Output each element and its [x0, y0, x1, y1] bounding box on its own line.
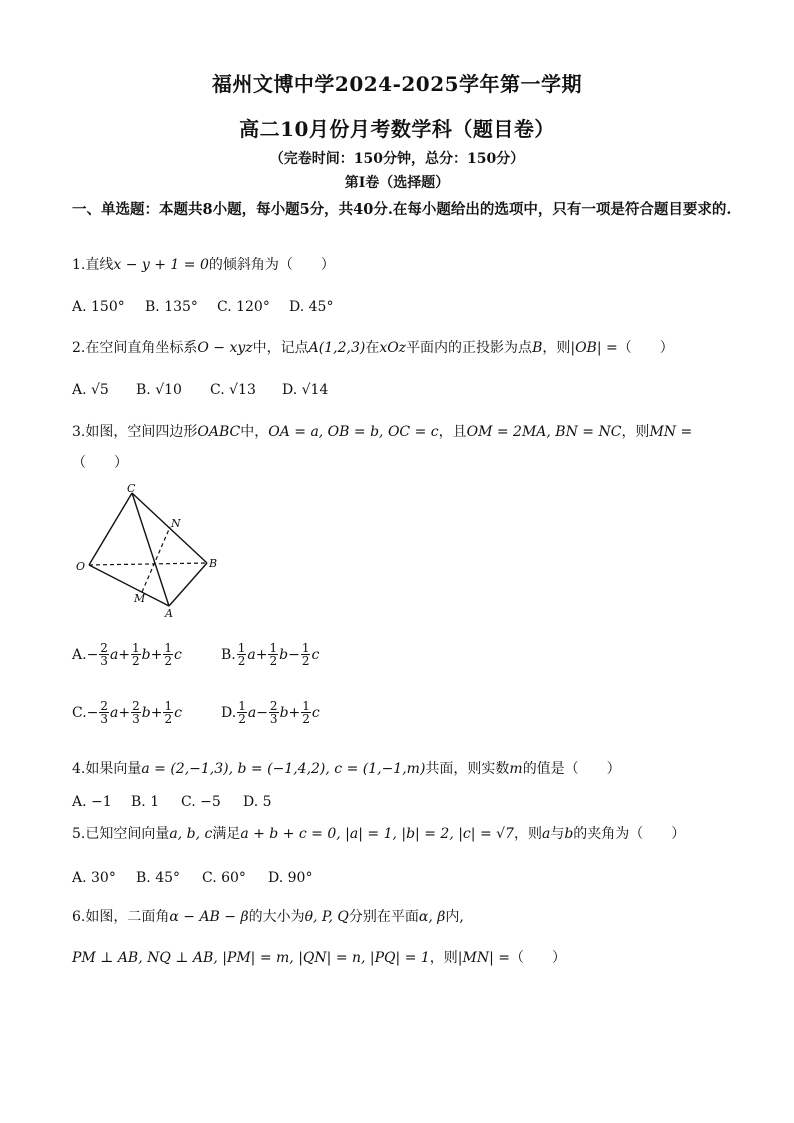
q6-variables: θ, P, Q	[304, 909, 349, 925]
denominator: 3	[100, 654, 108, 668]
fraction	[163, 700, 173, 725]
q3-text: ，且	[438, 424, 467, 440]
q3-target-vector: MN =	[649, 424, 693, 440]
q1-prefix: 1.直线	[72, 257, 114, 273]
q5-suffix: 的夹角为（ ）	[573, 826, 686, 842]
q5-option-d[interactable]: D. 90°	[268, 870, 313, 886]
q5-vector-b: b	[564, 826, 574, 842]
q5-condition: a + b + c = 0, |a| = 1, |b| = 2, |c| = √7	[240, 826, 514, 842]
q4-option-d[interactable]: D. 5	[243, 794, 272, 810]
q3-vectors: OA = a, OB = b, OC = c	[268, 424, 439, 440]
denominator: 2	[238, 712, 246, 726]
question-4	[72, 759, 732, 779]
label-n: N	[171, 517, 181, 530]
q3-option-b[interactable]	[221, 642, 319, 667]
exam-time-score: （完卷时间：150分钟，总分：150分）	[269, 151, 525, 167]
q1-suffix: 的倾斜角为（ ）	[208, 257, 335, 273]
q5-text: ，则	[513, 826, 542, 842]
fraction	[268, 642, 278, 667]
q1-option-c[interactable]: C. 120°	[217, 299, 270, 315]
q3-prefix: 3.如图，空间四边形	[72, 424, 198, 440]
q6-dihedral-angle: α − AB − β	[169, 909, 249, 925]
q3-options-row1	[72, 642, 319, 667]
fraction	[131, 642, 141, 667]
sign: −	[288, 646, 300, 663]
sign: −	[256, 704, 268, 721]
q1-options	[72, 297, 333, 317]
section-heading: 一、单选题：本题共8小题，每小题5分，共40分.在每小题给出的选项中，只有一项是符合题目要求的.	[72, 201, 732, 218]
q4-options	[72, 792, 272, 812]
fraction	[301, 700, 311, 725]
q4-option-b[interactable]: B. 1	[131, 794, 160, 810]
q3-condition: OM = 2MA, BN = NC	[466, 424, 622, 440]
vector-b: b	[141, 646, 151, 663]
q6-paren: （ ）	[510, 950, 566, 966]
q6-line-2	[72, 948, 732, 968]
q2-text: 在	[365, 340, 380, 356]
q2-text: 中，记点	[252, 340, 309, 356]
vector-c: c	[174, 646, 182, 663]
q4-vectors: a = (2,−1,3), b = (−1,4,2), c = (1,−1,m)	[141, 761, 426, 777]
q4-text: 共面，则实数	[425, 761, 510, 777]
q1-option-b[interactable]: B. 135°	[145, 299, 198, 315]
question-1	[72, 255, 732, 275]
label-o: O	[76, 560, 86, 573]
numerator: 1	[238, 699, 246, 713]
numerator: 1	[164, 699, 173, 713]
q5-vectors: a, b, c	[169, 826, 213, 842]
fraction	[131, 700, 141, 725]
edge-ab	[169, 563, 207, 606]
q2-option-b[interactable]: B. √10	[136, 382, 182, 398]
edge-ob-dashed	[89, 563, 207, 565]
q2-text: ，则	[542, 340, 571, 356]
option-label: C.	[72, 704, 87, 721]
numerator: 2	[269, 699, 278, 713]
sign: +	[150, 704, 163, 721]
q6-prefix: 6.如图，二面角	[72, 909, 170, 925]
q4-option-a[interactable]: A. −1	[72, 794, 112, 810]
q5-options	[72, 868, 312, 888]
numerator: 1	[132, 641, 140, 655]
denominator: 2	[269, 654, 278, 668]
sign: +	[118, 646, 131, 663]
numerator: 1	[302, 699, 310, 713]
q6-planes: α, β	[418, 909, 446, 925]
vector-c: c	[174, 704, 182, 721]
q5-option-c[interactable]: C. 60°	[202, 870, 246, 886]
q2-coord-system: O − xyz	[197, 340, 253, 356]
label-c: C	[127, 483, 136, 495]
q3-option-c[interactable]	[72, 700, 221, 725]
sign: +	[118, 704, 131, 721]
denominator: 3	[100, 712, 109, 726]
q2-point-b: B	[532, 340, 543, 356]
q6-text: 分别在平面	[348, 909, 419, 925]
q5-option-b[interactable]: B. 45°	[136, 870, 181, 886]
q6-conditions: PM ⊥ AB, NQ ⊥ AB, |PM| = m, |QN| = n, |PQ| = 1	[72, 950, 430, 966]
fraction	[269, 700, 279, 725]
q5-vector-a: a	[541, 826, 551, 842]
q2-abs-ob: |OB| =	[570, 340, 618, 356]
denominator: 3	[269, 712, 278, 726]
vector-c: c	[311, 704, 320, 721]
sign: +	[255, 646, 268, 663]
vector-a: a	[247, 646, 256, 663]
denominator: 2	[301, 654, 310, 668]
vector-a: a	[110, 704, 119, 721]
numerator: 1	[237, 641, 246, 655]
q3-option-d[interactable]	[221, 700, 320, 725]
fraction	[237, 700, 247, 725]
fraction	[99, 642, 109, 667]
q1-expr: x − y + 1 = 0	[113, 257, 209, 273]
exam-title-course: 高二10月份月考数学科（题目卷）	[239, 117, 555, 141]
q4-option-c[interactable]: C. −5	[181, 794, 221, 810]
option-label: B.	[221, 646, 236, 663]
q3-text: 中，	[240, 424, 269, 440]
q4-suffix: 的值是（ ）	[522, 761, 621, 777]
q2-option-d[interactable]: D. √14	[282, 382, 329, 398]
vector-a: a	[109, 646, 119, 663]
vector-a: a	[247, 704, 257, 721]
sign: +	[288, 704, 301, 721]
fraction	[237, 642, 247, 667]
q2-prefix: 2.在空间直角坐标系	[72, 340, 198, 356]
q4-prefix: 4.如果向量	[72, 761, 142, 777]
q2-point-a: A(1,2,3)	[308, 340, 366, 356]
numerator: 2	[100, 641, 108, 655]
fraction	[99, 700, 109, 725]
q3-options-row2	[72, 700, 320, 725]
sign: +	[150, 646, 163, 663]
q6-text: 的大小为	[248, 909, 305, 925]
vector-b: b	[279, 704, 289, 721]
option-label: D.	[221, 704, 237, 721]
edge-oc	[89, 493, 132, 565]
question-2	[72, 338, 732, 358]
sign: −	[86, 704, 99, 721]
option-label: A.	[72, 646, 87, 663]
question-5	[72, 824, 732, 844]
denominator: 2	[237, 654, 246, 668]
q2-text: 平面内的正投影为点	[406, 340, 533, 356]
vector-b: b	[279, 646, 289, 663]
question-6	[72, 907, 732, 927]
numerator: 1	[164, 641, 173, 655]
denominator: 3	[132, 712, 140, 726]
q6-abs-mn: |MN| =	[457, 950, 510, 966]
label-b: B	[209, 557, 218, 570]
q6-suffix: 内,	[445, 909, 464, 925]
q1-option-a[interactable]: A. 150°	[72, 299, 125, 315]
q2-options	[72, 380, 328, 400]
q5-text: 与	[550, 826, 565, 842]
sign: −	[86, 646, 99, 663]
q6-text: ，则	[429, 950, 458, 966]
q3-tetrahedron-figure	[72, 483, 232, 618]
vector-c: c	[311, 646, 320, 663]
denominator: 2	[164, 654, 173, 668]
q3-paren: （ ）	[72, 455, 128, 471]
question-3	[72, 422, 732, 442]
numerator: 1	[269, 641, 278, 655]
q5-text: 满足	[212, 826, 241, 842]
numerator: 2	[100, 699, 109, 713]
denominator: 2	[302, 712, 310, 726]
label-a: A	[165, 607, 173, 618]
q2-option-a[interactable]: A. √5	[72, 382, 109, 398]
vector-b: b	[141, 704, 151, 721]
denominator: 2	[132, 654, 140, 668]
volume-label: 第I卷（选择题）	[344, 175, 450, 191]
q2-option-c[interactable]: C. √13	[210, 382, 256, 398]
q3-text: ，则	[621, 424, 650, 440]
q4-variable-m: m	[509, 761, 523, 777]
q2-plane: xOz	[379, 340, 407, 356]
q3-option-a[interactable]	[72, 642, 221, 667]
fraction	[301, 642, 311, 667]
label-m: M	[134, 592, 146, 605]
q5-option-a[interactable]: A. 30°	[72, 870, 116, 886]
numerator: 1	[301, 641, 310, 655]
q3-shape: OABC	[197, 424, 241, 440]
q2-suffix: （ ）	[617, 340, 674, 356]
exam-title-school: 福州文博中学2024-2025学年第一学期	[211, 72, 583, 96]
fraction	[163, 642, 173, 667]
q5-prefix: 5.已知空间向量	[72, 826, 170, 842]
q1-option-d[interactable]: D. 45°	[289, 299, 334, 315]
denominator: 2	[164, 712, 173, 726]
numerator: 2	[132, 699, 140, 713]
